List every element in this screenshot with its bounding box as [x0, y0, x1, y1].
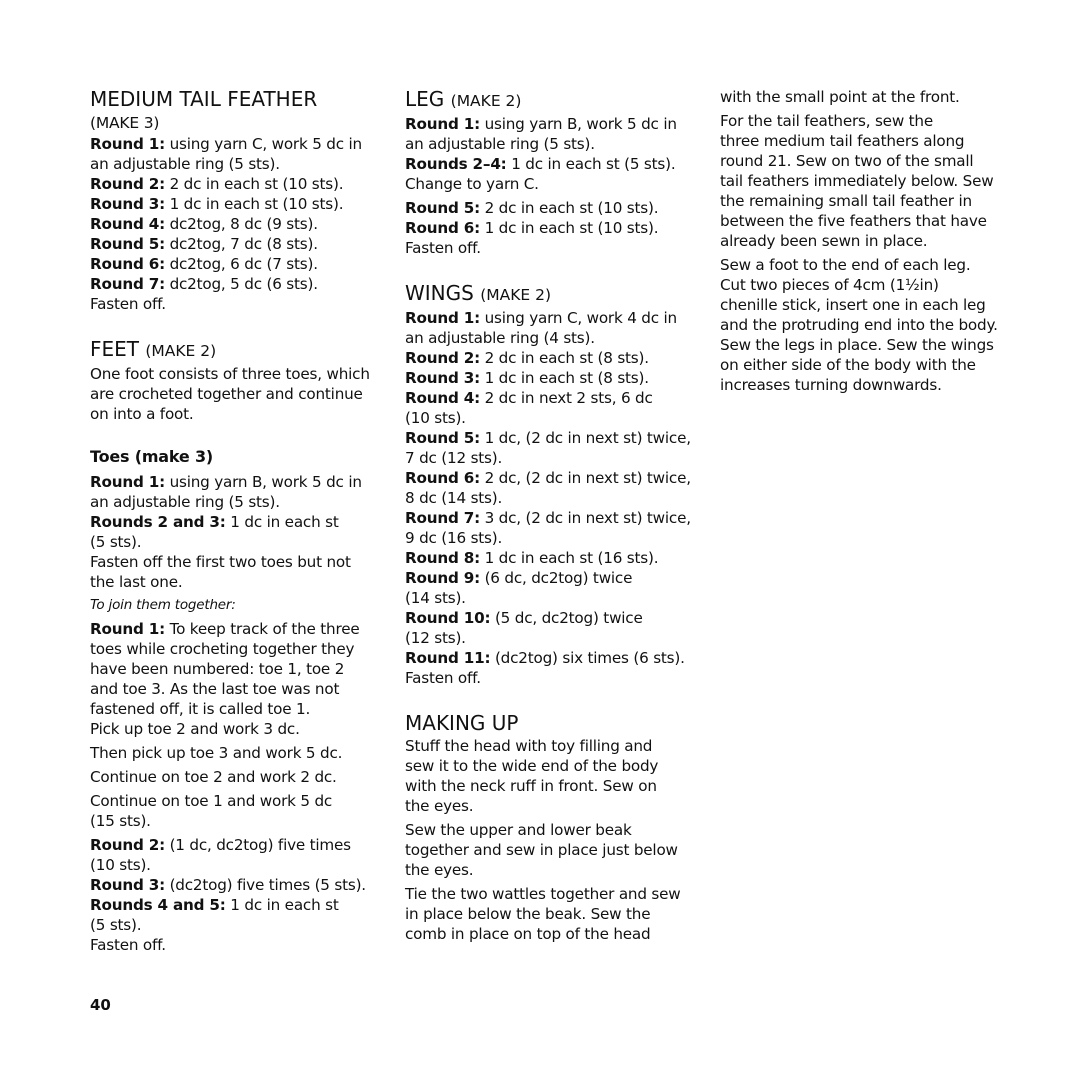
make-count: (MAKE 2): [145, 342, 217, 360]
round-label: Round 1:: [90, 620, 165, 638]
fasten-off-note: Fasten off.: [405, 239, 481, 257]
round-item: Round 6: 2 dc, (2 dc in next st) twice, 8 dc (14 sts).: [405, 469, 691, 507]
round-item: Round 9: (6 dc, dc2tog) twice (14 sts).: [405, 569, 633, 607]
round-item: Round 1: To keep track of the three toes while crocheting together they have been numbered: toe 1, toe 2 and toe 3. As the last toe was not fastened off, it is called toe 1.: [90, 620, 360, 718]
round-item: Round 7: 3 dc, (2 dc in next st) twice, 9 dc (16 sts).: [405, 509, 691, 547]
round-label: Round 4:: [90, 215, 165, 233]
column-3: [720, 87, 1010, 395]
round-item: Round 8: 1 dc in each st (16 sts).: [405, 549, 659, 567]
round-label: Rounds 2 and 3:: [90, 513, 226, 531]
round-list: [405, 308, 695, 668]
join-note: To join them together:: [90, 597, 236, 613]
paragraph: Tie the two wattles together and sew in place below the beak. Sew the comb in place on top of the head: [405, 885, 681, 943]
section-feet: [90, 336, 380, 955]
column-2: [405, 86, 695, 944]
column-1: [90, 86, 380, 955]
section-title: LEG (MAKE 2): [405, 87, 522, 111]
section-medium-tail-feather: [90, 86, 380, 314]
round-label: Round 2:: [405, 349, 480, 367]
fasten-off-note: Fasten off.: [405, 669, 481, 687]
round-label: Round 8:: [405, 549, 480, 567]
round-item: Round 2: 2 dc in each st (10 sts).: [90, 175, 344, 193]
subsection-title-toes: Toes (make 3): [90, 447, 213, 466]
round-item: Round 1: using yarn C, work 5 dc in an adjustable ring (5 sts).: [90, 135, 362, 173]
round-label: Round 11:: [405, 649, 491, 667]
round-label: Round 6:: [90, 255, 165, 273]
round-item: Round 3: 1 dc in each st (8 sts).: [405, 369, 649, 387]
paragraph: For the tail feathers, sew the three medium tail feathers along round 21. Sew on two of the small tail feathers immediately below. Sew the remaining small tail feather in between the five feathers that have already been sewn in place.: [720, 112, 994, 250]
round-item: Round 6: 1 dc in each st (10 sts).: [405, 219, 659, 237]
round-item: Round 4: dc2tog, 8 dc (9 sts).: [90, 215, 318, 233]
round-item: Round 6: dc2tog, 6 dc (7 sts).: [90, 255, 318, 273]
round-item: Rounds 2 and 3: 1 dc in each st (5 sts).: [90, 513, 339, 551]
toes-fasten-note: Fasten off the first two toes but not the last one.: [90, 553, 351, 591]
yarn-change-note: Change to yarn C.: [405, 175, 539, 193]
round-item: Round 4: 2 dc in next 2 sts, 6 dc (10 sts).: [405, 389, 653, 427]
round-label: Rounds 2–4:: [405, 155, 507, 173]
join-step: Continue on toe 2 and work 2 dc.: [90, 768, 337, 786]
round-label: Round 7:: [405, 509, 480, 527]
section-making-up: [405, 710, 695, 944]
round-item: Round 1: using yarn B, work 5 dc in an adjustable ring (5 sts).: [405, 115, 677, 153]
round-item: Rounds 4 and 5: 1 dc in each st (5 sts).: [90, 896, 339, 934]
round-item: Round 7: dc2tog, 5 dc (6 sts).: [90, 275, 318, 293]
round-label: Round 2:: [90, 836, 165, 854]
round-label: Round 9:: [405, 569, 480, 587]
round-label: Round 1:: [90, 135, 165, 153]
round-item: Round 5: 1 dc, (2 dc in next st) twice, 7 dc (12 sts).: [405, 429, 691, 467]
round-item: Round 10: (5 dc, dc2tog) twice (12 sts).: [405, 609, 643, 647]
make-count: (MAKE 3): [90, 114, 160, 132]
round-label: Round 3:: [90, 195, 165, 213]
round-label: Round 7:: [90, 275, 165, 293]
round-item: Round 2: (1 dc, dc2tog) five times (10 sts).: [90, 836, 351, 874]
round-label: Round 6:: [405, 219, 480, 237]
round-label: Round 5:: [405, 199, 480, 217]
paragraph: Sew a foot to the end of each leg. Cut two pieces of 4cm (1½in) chenille stick, insert one in each leg and the protruding end into the body. Sew the legs in place. Sew the wings on either side of the body with the increases turning downwards.: [720, 256, 998, 394]
section-title: WINGS (MAKE 2): [405, 281, 552, 305]
round-label: Round 6:: [405, 469, 480, 487]
join-step: Then pick up toe 3 and work 5 dc.: [90, 744, 343, 762]
section-wings: [405, 280, 695, 688]
paragraph: Sew the upper and lower beak together and sew in place just below the eyes.: [405, 821, 678, 879]
section-title: MAKING UP: [405, 711, 519, 735]
page-number: 40: [90, 996, 111, 1014]
round-item: Round 3: (dc2tog) five times (5 sts).: [90, 876, 366, 894]
feet-intro: One foot consists of three toes, which are crocheted together and continue on into a foot.: [90, 365, 370, 423]
round-label: Round 1:: [405, 309, 480, 327]
round-label: Round 5:: [90, 235, 165, 253]
fasten-off-note: Fasten off.: [90, 295, 166, 313]
round-label: Round 1:: [90, 473, 165, 491]
round-label: Round 1:: [405, 115, 480, 133]
paragraph: Stuff the head with toy filling and sew it to the wide end of the body with the neck ruff in front. Sew on the eyes.: [405, 737, 659, 815]
round-label: Round 10:: [405, 609, 491, 627]
join-step: Pick up toe 2 and work 3 dc.: [90, 720, 300, 738]
section-title: MEDIUM TAIL FEATHER: [90, 87, 318, 111]
round-item: Round 1: using yarn B, work 5 dc in an adjustable ring (5 sts).: [90, 473, 362, 511]
round-item: Round 1: using yarn C, work 4 dc in an adjustable ring (4 sts).: [405, 309, 677, 347]
round-list: [90, 134, 380, 294]
make-count: (MAKE 2): [480, 286, 552, 304]
join-step: Continue on toe 1 and work 5 dc (15 sts).: [90, 792, 333, 830]
section-leg: [405, 86, 695, 258]
round-label: Round 3:: [90, 876, 165, 894]
round-item: Round 5: dc2tog, 7 dc (8 sts).: [90, 235, 318, 253]
make-count: (MAKE 2): [450, 92, 522, 110]
round-item: Round 5: 2 dc in each st (10 sts).: [405, 199, 659, 217]
round-label: Round 3:: [405, 369, 480, 387]
section-title: FEET (MAKE 2): [90, 337, 217, 361]
round-item: Round 2: 2 dc in each st (8 sts).: [405, 349, 649, 367]
round-item: Round 3: 1 dc in each st (10 sts).: [90, 195, 344, 213]
round-label: Round 5:: [405, 429, 480, 447]
round-label: Round 2:: [90, 175, 165, 193]
round-label: Rounds 4 and 5:: [90, 896, 226, 914]
round-item: Rounds 2–4: 1 dc in each st (5 sts).: [405, 155, 676, 173]
round-label: Round 4:: [405, 389, 480, 407]
round-item: Round 11: (dc2tog) six times (6 sts).: [405, 649, 685, 667]
fasten-off-note: Fasten off.: [90, 936, 166, 954]
paragraph: with the small point at the front.: [720, 88, 960, 106]
